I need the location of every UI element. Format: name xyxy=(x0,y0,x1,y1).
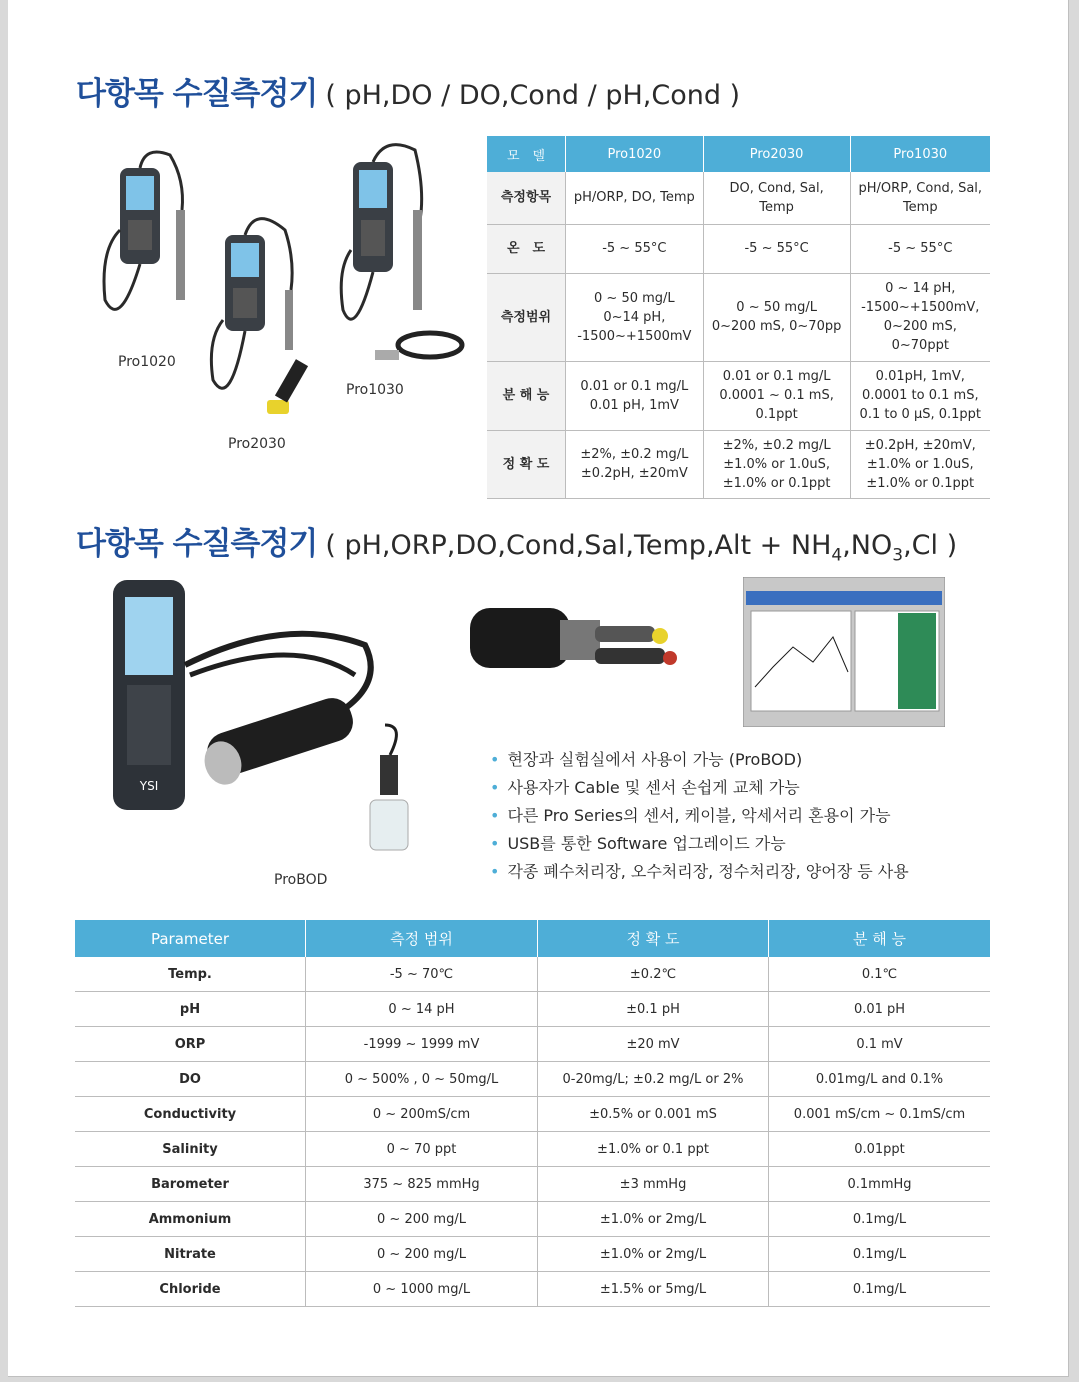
table-cell: 0.01 pH xyxy=(769,992,991,1027)
table-cell: ±2%, ±0.2 mg/L ±0.2pH, ±20mV xyxy=(566,430,704,498)
list-item: • 현장과 실험실에서 사용이 가능 (ProBOD) xyxy=(490,746,909,774)
table-row xyxy=(75,957,990,992)
table-cell: 0-20mg/L; ±0.2 mg/L or 2% xyxy=(538,1062,769,1097)
header-accuracy: 정 확 도 xyxy=(538,920,769,957)
table-row xyxy=(75,1202,990,1237)
table-row xyxy=(75,1062,990,1097)
table-cell: 0 ~ 14 pH, -1500~+1500mV, 0~200 mS, 0~70ppt xyxy=(850,273,990,361)
list-item: • 다른 Pro Series의 센서, 케이블, 악세서리 혼용이 가능 xyxy=(490,802,909,830)
section1-heading xyxy=(76,68,740,113)
header-range: 측정 범위 xyxy=(306,920,538,957)
table-cell: -5 ~ 55°C xyxy=(850,224,990,273)
list-item: • 각종 폐수처리장, 오수처리장, 정수처리장, 양어장 등 사용 xyxy=(490,858,909,886)
table-row xyxy=(487,430,990,498)
table-row xyxy=(487,224,990,273)
table-cell: pH/ORP, DO, Temp xyxy=(566,172,704,224)
table-cell: 0 ~ 14 pH xyxy=(306,992,538,1027)
table-cell: 0.01pH, 1mV, 0.0001 to 0.1 mS, 0.1 to 0 µS, 0.1ppt xyxy=(850,361,990,430)
table-cell: DO, Cond, Sal, Temp xyxy=(703,172,850,224)
table-row xyxy=(487,172,990,224)
parameter-spec-table xyxy=(75,920,990,1307)
software-screenshot-image xyxy=(743,577,945,727)
table-cell: 0.01 or 0.1 mg/L 0.01 pH, 1mV xyxy=(566,361,704,430)
header-parameter: Parameter xyxy=(75,920,306,957)
header-pro1030: Pro1030 xyxy=(850,136,990,172)
row-label: 측정항목 xyxy=(487,172,566,224)
table-row xyxy=(75,1097,990,1132)
table-row xyxy=(75,1132,990,1167)
table-cell: Chloride xyxy=(75,1272,306,1307)
table-cell: 0 ~ 200 mg/L xyxy=(306,1202,538,1237)
table-cell: Conductivity xyxy=(75,1097,306,1132)
table-cell: 375 ~ 825 mmHg xyxy=(306,1167,538,1202)
table-cell: -1999 ~ 1999 mV xyxy=(306,1027,538,1062)
table-row xyxy=(75,1237,990,1272)
pro2030-device-image xyxy=(205,210,335,430)
table-cell: 0 ~ 50 mg/L 0~200 mS, 0~70pp xyxy=(703,273,850,361)
table-cell: 0.01 or 0.1 mg/L 0.0001 ~ 0.1 mS, 0.1ppt xyxy=(703,361,850,430)
table-cell: Ammonium xyxy=(75,1202,306,1237)
table-cell: ±0.5% or 0.001 mS xyxy=(538,1097,769,1132)
table-cell: ±1.0% or 2mg/L xyxy=(538,1237,769,1272)
sensor-probe-image xyxy=(465,598,700,708)
table-cell: ±1.5% or 5mg/L xyxy=(538,1272,769,1307)
table-cell: 0 ~ 50 mg/L 0~14 pH, -1500~+1500mV xyxy=(566,273,704,361)
header-model: 모 델 xyxy=(487,136,566,172)
table-cell: ±0.1 pH xyxy=(538,992,769,1027)
table-cell: 0 ~ 70 ppt xyxy=(306,1132,538,1167)
table-row xyxy=(75,992,990,1027)
table-cell: Barometer xyxy=(75,1167,306,1202)
pro1020-device-image xyxy=(100,140,220,350)
table-cell: ±1.0% or 0.1 ppt xyxy=(538,1132,769,1167)
header-pro2030: Pro2030 xyxy=(703,136,850,172)
row-label: 정 확 도 xyxy=(487,430,566,498)
table-cell: 0.01ppt xyxy=(769,1132,991,1167)
table-cell: ±0.2℃ xyxy=(538,957,769,992)
table-cell: pH xyxy=(75,992,306,1027)
pro1030-device-image xyxy=(335,140,470,380)
table-cell: 0 ~ 1000 mg/L xyxy=(306,1272,538,1307)
table-cell: -5 ~ 55°C xyxy=(566,224,704,273)
feature-list xyxy=(490,746,909,886)
caption-pro2030: Pro2030 xyxy=(228,436,286,452)
row-label: 측정범위 xyxy=(487,273,566,361)
row-label: 분 해 능 xyxy=(487,361,566,430)
caption-pro1030: Pro1030 xyxy=(346,382,404,398)
table-row xyxy=(487,273,990,361)
table-row xyxy=(75,1027,990,1062)
table-cell: ±2%, ±0.2 mg/L ±1.0% or 1.0uS, ±1.0% or 0.1ppt xyxy=(703,430,850,498)
section2-title: 다항목 수질측정기 xyxy=(76,526,318,562)
section1-spec-table xyxy=(487,136,990,499)
table-header-row xyxy=(75,920,990,957)
table-cell: 0.1 mV xyxy=(769,1027,991,1062)
row-label: 온 도 xyxy=(487,224,566,273)
table-cell: ±1.0% or 2mg/L xyxy=(538,1202,769,1237)
table-cell: 0 ~ 200mS/cm xyxy=(306,1097,538,1132)
header-resolution: 분 해 능 xyxy=(769,920,991,957)
table-cell: -5 ~ 55°C xyxy=(703,224,850,273)
table-cell: 0.01mg/L and 0.1% xyxy=(769,1062,991,1097)
meter-brand-label: YSI xyxy=(139,779,159,793)
table-cell: DO xyxy=(75,1062,306,1097)
table-cell: pH/ORP, Cond, Sal, Temp xyxy=(850,172,990,224)
list-item: • 사용자가 Cable 및 센서 손쉽게 교체 가능 xyxy=(490,774,909,802)
table-cell: ±3 mmHg xyxy=(538,1167,769,1202)
section2-params: ( pH,ORP,DO,Cond,Sal,Temp,Alt + $NH_4,NO_3,Cl$ ) xyxy=(325,530,958,566)
header-pro1020: Pro1020 xyxy=(566,136,704,172)
table-cell: Salinity xyxy=(75,1132,306,1167)
probod-device-image xyxy=(105,575,445,875)
table-cell: 0 ~ 500% , 0 ~ 50mg/L xyxy=(306,1062,538,1097)
caption-probod: ProBOD xyxy=(274,872,328,888)
table-row xyxy=(75,1167,990,1202)
table-cell: 0 ~ 200 mg/L xyxy=(306,1237,538,1272)
table-row xyxy=(487,361,990,430)
table-cell: 0.1mmHg xyxy=(769,1167,991,1202)
table-header-row xyxy=(487,136,990,172)
table-cell: 0.1mg/L xyxy=(769,1202,991,1237)
caption-pro1020: Pro1020 xyxy=(118,354,176,370)
table-cell: Temp. xyxy=(75,957,306,992)
table-cell: -5 ~ 70℃ xyxy=(306,957,538,992)
table-cell: 0.001 mS/cm ~ 0.1mS/cm xyxy=(769,1097,991,1132)
table-cell: ±0.2pH, ±20mV, ±1.0% or 1.0uS, ±1.0% or 0.1ppt xyxy=(850,430,990,498)
section2-heading xyxy=(76,518,957,565)
table-cell: 0.1mg/L xyxy=(769,1237,991,1272)
section1-params: ( pH,DO / DO,Cond / pH,Cond ) xyxy=(325,80,741,111)
list-item: • USB를 통한 Software 업그레이드 가능 xyxy=(490,830,909,858)
table-cell: 0.1mg/L xyxy=(769,1272,991,1307)
table-cell: ±20 mV xyxy=(538,1027,769,1062)
section1-title: 다항목 수질측정기 xyxy=(76,76,318,112)
table-cell: 0.1℃ xyxy=(769,957,991,992)
table-row xyxy=(75,1272,990,1307)
table-cell: Nitrate xyxy=(75,1237,306,1272)
table-cell: ORP xyxy=(75,1027,306,1062)
